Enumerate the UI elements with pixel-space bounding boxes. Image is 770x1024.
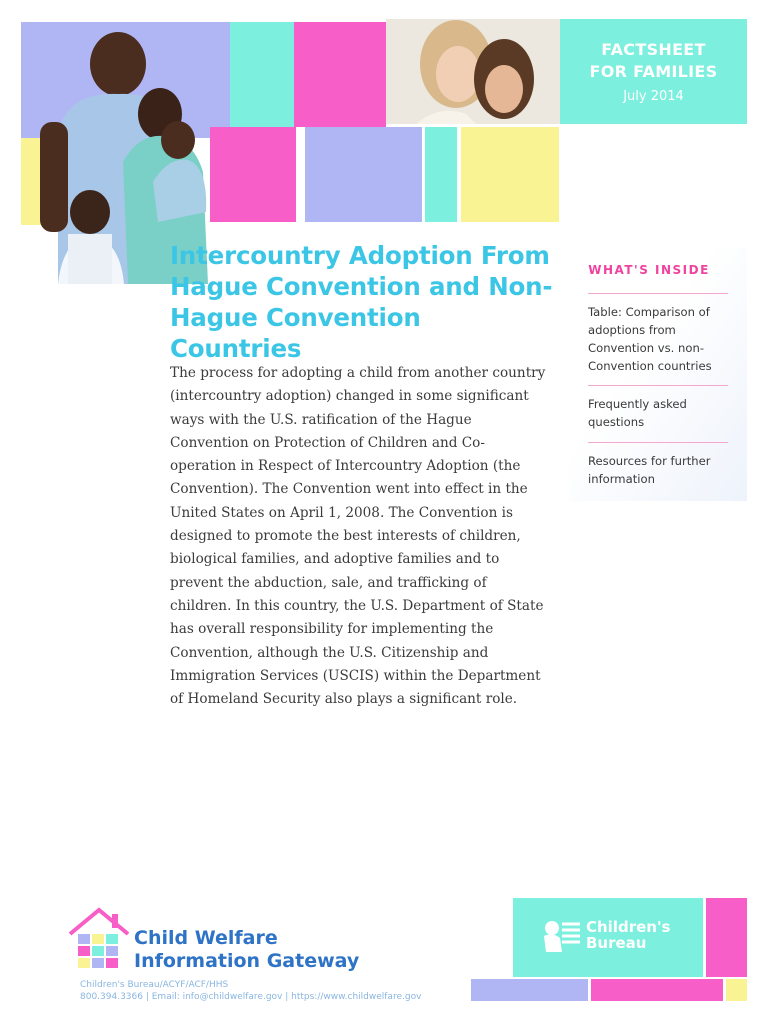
- header-block-yellow-right: [461, 127, 559, 222]
- sidebar-item-table[interactable]: Table: Comparison of adoptions from Convention vs. non-Convention countries: [588, 305, 712, 373]
- sidebar-divider: [588, 293, 728, 294]
- childrens-bureau-text: [586, 919, 670, 951]
- footer-block-pink-tall: [706, 898, 747, 977]
- footer-contact: [80, 979, 480, 1003]
- header-block-pink-top: [294, 22, 386, 127]
- gateway-logo-text: [134, 927, 359, 973]
- header-block-pink-mid: [210, 127, 296, 222]
- sidebar-divider: [588, 385, 728, 386]
- gateway-logo-icon: [66, 906, 132, 970]
- header-block-lavender-mid: [305, 127, 422, 222]
- header-block-mint-small: [230, 22, 294, 127]
- cb-line2: Bureau: [586, 934, 647, 952]
- factsheet-badge: [560, 19, 747, 124]
- intro-paragraph: The process for adopting a child from another country (intercountry adoption) changed in some significant ways with the U.S. ratification of the Hague Convention on Protection of Children and Co-operation in Respect of Intercountry Adoption (the Convention). The Convention went into effect in the United States on April 1, 2008. The Convention is designed to promote the best interests of children, biological families, and adoptive families and to prevent the abduction, sale, and trafficking of children. In this country, the U.S. Department of State has overall responsibility for implementing the Convention, although the U.S. Citizenship and Immigration Services (USCIS) within the Department of Homeland Security also plays a significant role.: [170, 365, 546, 708]
- mother-daughter-photo: [386, 19, 560, 124]
- footer-agency: Children's Bureau/ACYF/ACF/HHS: [80, 980, 229, 990]
- gateway-logo-line1: Child Welfare: [134, 927, 278, 949]
- page-title: Intercountry Adoption From Hague Convention and Non-Hague Convention Countries: [170, 241, 553, 363]
- footer-block-pink-wide: [591, 979, 723, 1001]
- childrens-bureau-icon: [540, 918, 582, 954]
- factsheet-date: July 2014: [623, 89, 684, 104]
- sidebar-item-resources[interactable]: Resources for further information: [588, 454, 711, 486]
- gateway-logo-line2: Information Gateway: [134, 950, 360, 972]
- cb-line1: Children's: [586, 918, 671, 936]
- sidebar-heading: WHAT'S INSIDE: [588, 263, 710, 277]
- factsheet-line1: FACTSHEET: [601, 40, 706, 59]
- footer-contact-line[interactable]: 800.394.3366 | Email: info@childwelfare.gov | https://www.childwelfare.gov: [80, 992, 422, 1002]
- whats-inside-sidebar: [569, 248, 747, 501]
- factsheet-line2: FOR FAMILIES: [589, 62, 718, 81]
- footer-block-lavender: [471, 979, 588, 1001]
- sidebar-divider: [588, 442, 728, 443]
- sidebar-item-faq[interactable]: Frequently asked questions: [588, 397, 687, 429]
- footer-block-yellow: [726, 979, 747, 1001]
- header-block-mint-mid: [425, 127, 457, 222]
